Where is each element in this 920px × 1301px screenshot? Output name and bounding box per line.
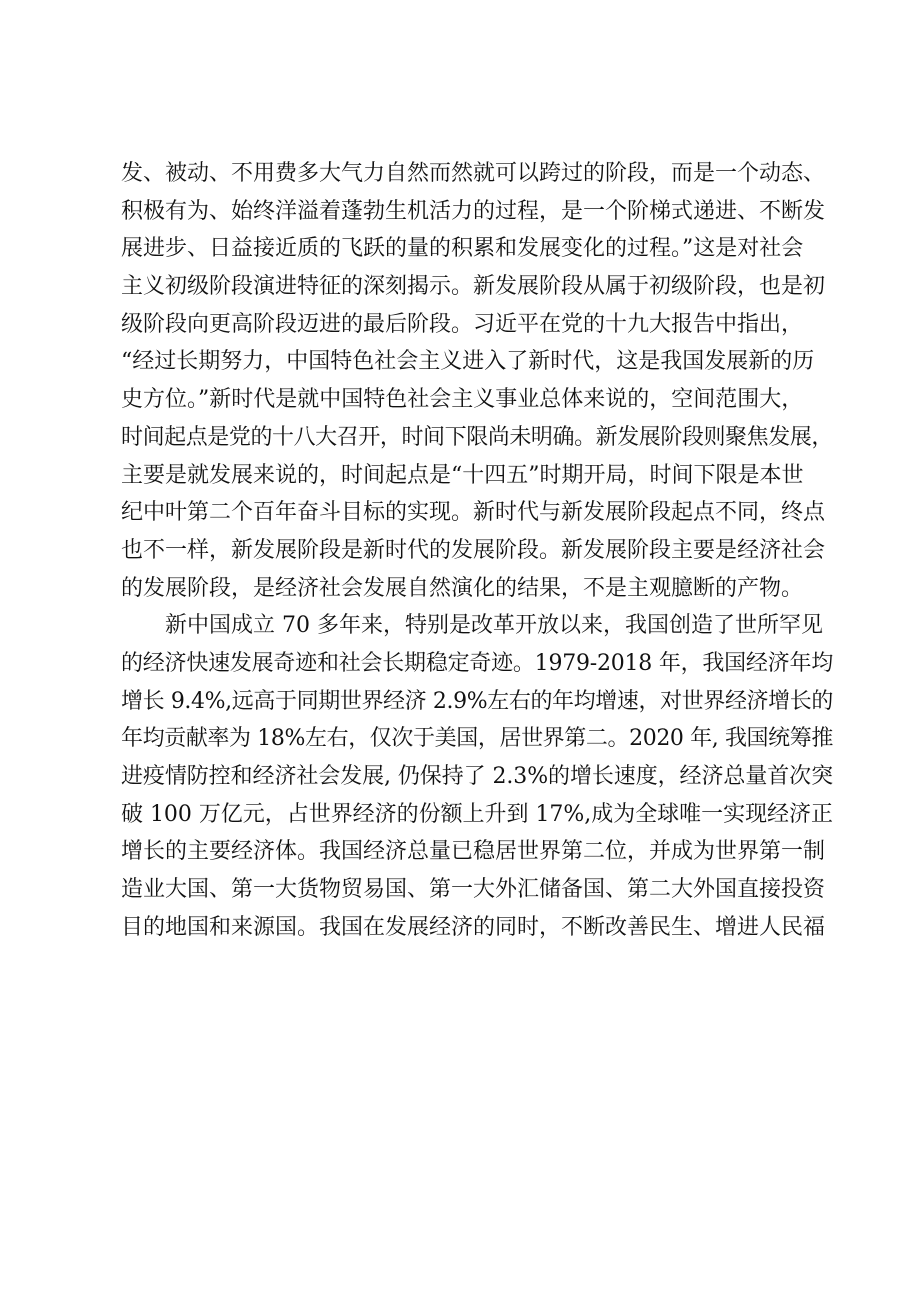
paragraph-1-line: 级阶段向更高阶段迈进的最后阶段。习近平在党的十九大报告中指出， <box>121 311 804 337</box>
body-text <box>121 155 833 946</box>
paragraph-1-line: 纪中叶第二个百年奋斗目标的实现。新时代与新发展阶段起点不同，终点 <box>121 500 826 526</box>
paragraph-1-line: 时间起点是党的十八大召开，时间下限尚未明确。新发展阶段则聚焦发展， <box>121 424 833 450</box>
paragraph-1-line: 也不一样，新发展阶段是新时代的发展阶段。新发展阶段主要是经济社会 <box>121 537 826 563</box>
paragraph-1-line: 主义初级阶段演进特征的深刻揭示。新发展阶段从属于初级阶段，也是初 <box>121 274 826 300</box>
paragraph-2-first-line: 新中国成立 70 多年来，特别是改革开放以来，我国创造了世所罕见 <box>165 613 823 639</box>
paragraph-2-line: 破 100 万亿元，占世界经济的份额上升到 17%,成为全球唯一实现经济正 <box>121 801 833 827</box>
paragraph-1-line: 展进步、日益接近质的飞跃的量的积累和发展变化的过程。”这是对社会 <box>121 236 804 262</box>
paragraph-2-line: 年均贡献率为 18%左右，仅次于美国，居世界第二。2020 年, 我国统筹推 <box>121 726 833 752</box>
paragraph-1-line: 的发展阶段，是经济社会发展自然演化的结果，不是主观臆断的产物。 <box>121 575 804 601</box>
paragraph-2-line: 的经济快速发展奇迹和社会长期稳定奇迹。1979-2018 年，我国经济年均 <box>121 650 833 676</box>
paragraph-1-line: “经过长期努力，中国特色社会主义进入了新时代，这是我国发展新的历 <box>121 349 815 375</box>
paragraph-1-line: 主要是就发展来说的，时间起点是“十四五”时期开局，时间下限是本世 <box>121 462 804 488</box>
paragraph-1-line: 史方位。”新时代是就中国特色社会主义事业总体来说的，空间范围大， <box>121 387 804 413</box>
paragraph-2-line: 造业大国、第一大货物贸易国、第一大外汇储备国、第二大外国直接投资 <box>121 877 826 903</box>
paragraph-2-line: 目的地国和来源国。我国在发展经济的同时，不断改善民生、增进人民福 <box>121 914 826 940</box>
paragraph-2-line: 进疫情防控和经济社会发展, 仍保持了 2.3%的增长速度，经济总量首次突 <box>121 764 833 789</box>
paragraph-2-line: 增长 9.4%,远高于同期世界经济 2.9%左右的年均增速，对世界经济增长的 <box>121 688 833 714</box>
paragraph-1-line: 积极有为、始终洋溢着蓬勃生机活力的过程，是一个阶梯式递进、不断发 <box>121 198 826 224</box>
paragraph-1-line: 发、被动、不用费多大气力自然而然就可以跨过的阶段，而是一个动态、 <box>121 161 826 186</box>
paragraph-2-line: 增长的主要经济体。我国经济总量已稳居世界第二位，并成为世界第一制 <box>121 839 826 865</box>
